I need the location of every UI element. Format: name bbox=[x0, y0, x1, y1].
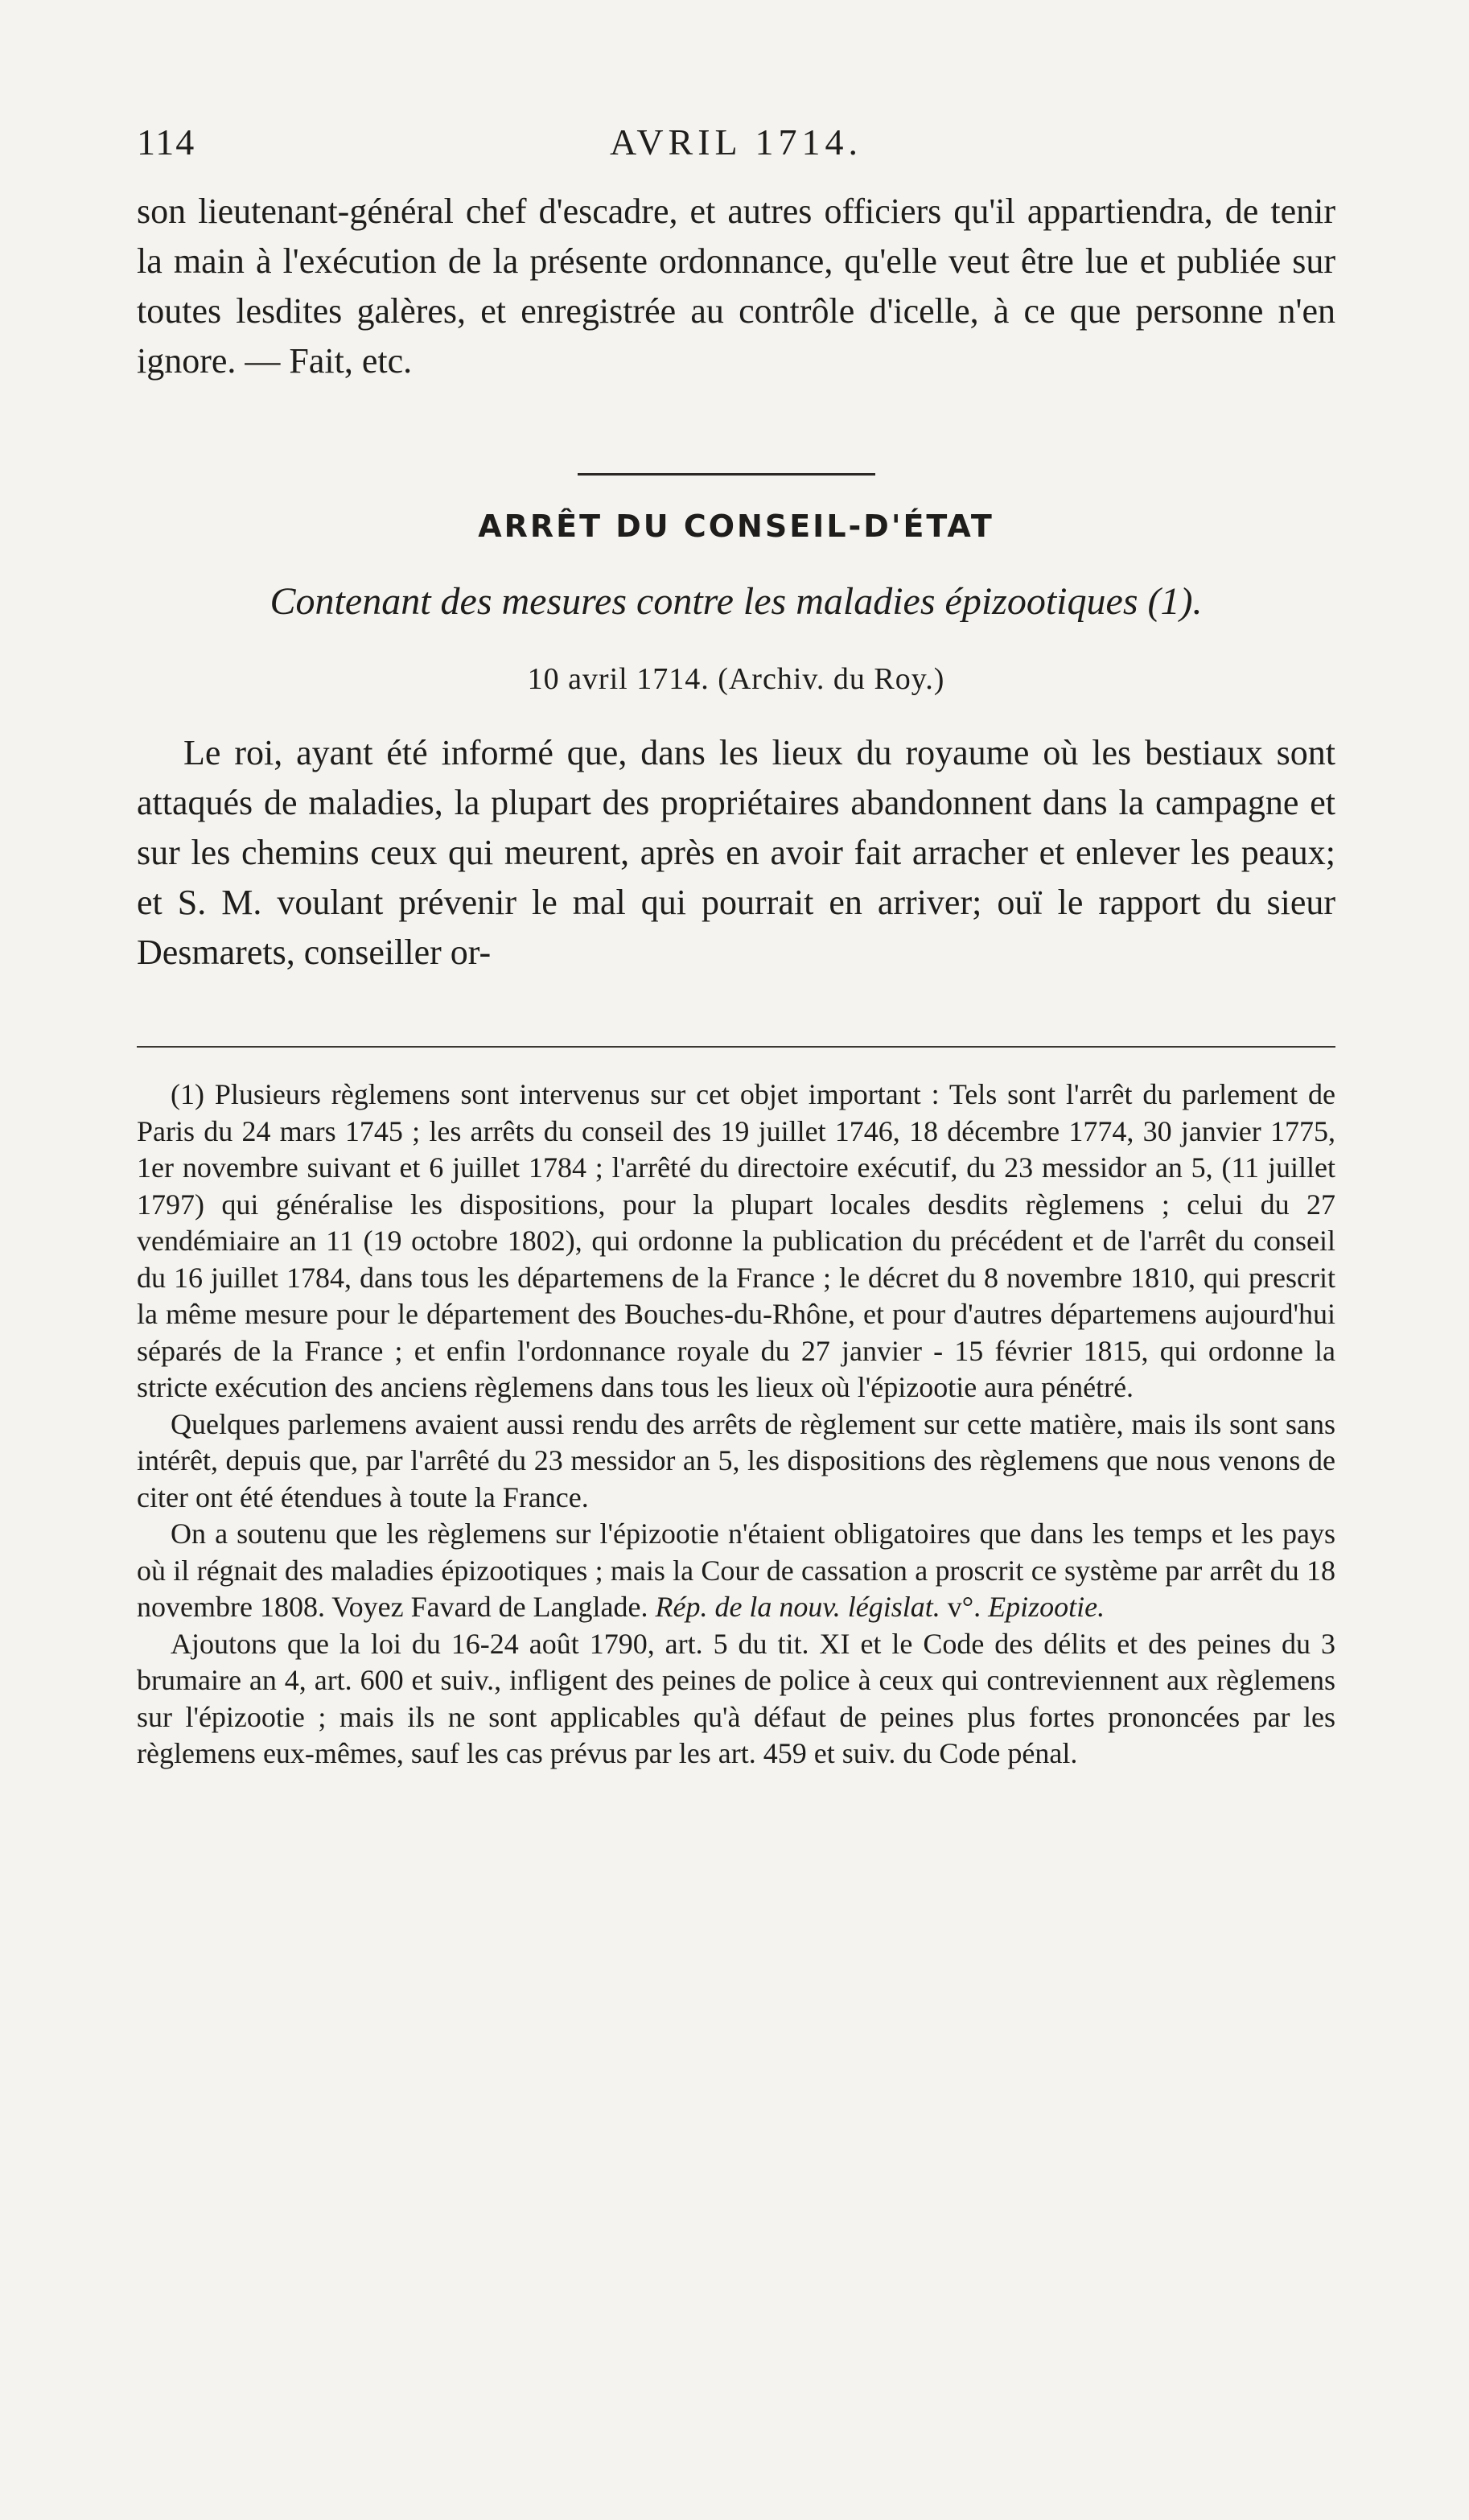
section-heading: ARRÊT DU CONSEIL-D'ÉTAT bbox=[478, 509, 994, 544]
footnote-3-word: Epizootie. bbox=[988, 1591, 1105, 1623]
running-title: AVRIL 1714. bbox=[610, 121, 862, 163]
page-number: 114 bbox=[137, 121, 196, 163]
footnote-3 bbox=[137, 1516, 1335, 1626]
footnote-4: Ajoutons que la loi du 16-24 août 1790, art. 5 du tit. XI et le Code des délits et des peines du 3 brumaire an 4, art. 600 et suiv., infligent des peines de police à ceux qui contreviennent aux règlemens sur l'épizootie ; mais ils ne sont applicables qu'à défaut de peines plus fortes prononcées par les règlemens eux-mêmes, sauf les cas prévus par les art. 459 et suiv. du Code pénal. bbox=[137, 1627, 1335, 1769]
main-paragraph bbox=[137, 728, 1335, 978]
intro-text: son lieutenant-général chef d'escadre, et autres officiers qu'il appartiendra, de tenir la main à l'exécution de la présente ordonnance, qu'elle veut être lue et publiée sur toutes lesdites galères, et enregistrée au contrôle d'icelle, à ce que personne n'en ignore. — Fait, etc. bbox=[137, 191, 1335, 381]
footnotes bbox=[137, 1077, 1335, 1773]
running-head bbox=[137, 121, 1335, 169]
footnote-divider bbox=[137, 1046, 1335, 1048]
intro-paragraph bbox=[137, 187, 1335, 386]
section-subtitle: Contenant des mesures contre les maladies épizootiques (1). bbox=[270, 580, 1203, 623]
main-text: Le roi, ayant été informé que, dans les lieux du royaume où les bestiaux sont attaqués de maladies, la plupart des propriétaires abandonnent dans la campagne et sur les chemins ceux qui meurent, après en avoir fait arracher et enlever les peaux; et S. M. voulant prévenir le mal qui pourrait en arriver; ouï le rapport du sieur Desmarets, conseiller or- bbox=[137, 733, 1335, 972]
section-divider bbox=[578, 473, 875, 476]
footnote-3-tail: v°. bbox=[947, 1591, 981, 1623]
footnote-1: (1) Plusieurs règlemens sont intervenus sur cet objet important : Tels sont l'arrêt du parlement de Paris du 24 mars 1745 ; les arrêts du conseil des 19 juillet 1746, 18 décembre 1774, 30 janvier 1775, 1er novembre suivant et 6 juillet 1784 ; l'arrêté du directoire exécutif, du 23 messidor an 5, (11 juillet 1797) qui généralise les dispositions, pour la plupart locales desdits règlemens ; celui du 27 vendémiaire an 11 (19 octobre 1802), qui ordonne la publication du précédent et de l'arrêt du conseil du 16 juillet 1784, dans tous les départemens de la France ; le décret du 8 novembre 1810, qui prescrit la même mesure pour le département des Bouches-du-Rhône, et pour d'autres départemens aujourd'hui séparés de la France ; et enfin l'ordonnance royale du 27 janvier - 15 février 1815, qui ordonne la stricte exécution des anciens règlemens dans tous les lieux où l'épizootie aura pénétré. bbox=[137, 1078, 1335, 1403]
footnote-3-main: On a soutenu que les règlemens sur l'épizootie n'étaient obligatoires que dans les temps et les pays où il régnait des maladies épizootiques ; mais la Cour de cassation a proscrit ce système par arrêt du 18 novembre 1808. Voyez Favard de Langlade. bbox=[137, 1517, 1335, 1623]
footnote-3-reference: Rép. de la nouv. législat. bbox=[655, 1591, 940, 1623]
section-date: 10 avril 1714. (Archiv. du Roy.) bbox=[527, 662, 945, 696]
footnote-2: Quelques parlemens avaient aussi rendu des arrêts de règlement sur cette matière, mais ils sont sans intérêt, depuis que, par l'arrêté du 23 messidor an 5, les dispositions des règlemens que nous venons de citer ont été étendues à toute la France. bbox=[137, 1407, 1335, 1513]
